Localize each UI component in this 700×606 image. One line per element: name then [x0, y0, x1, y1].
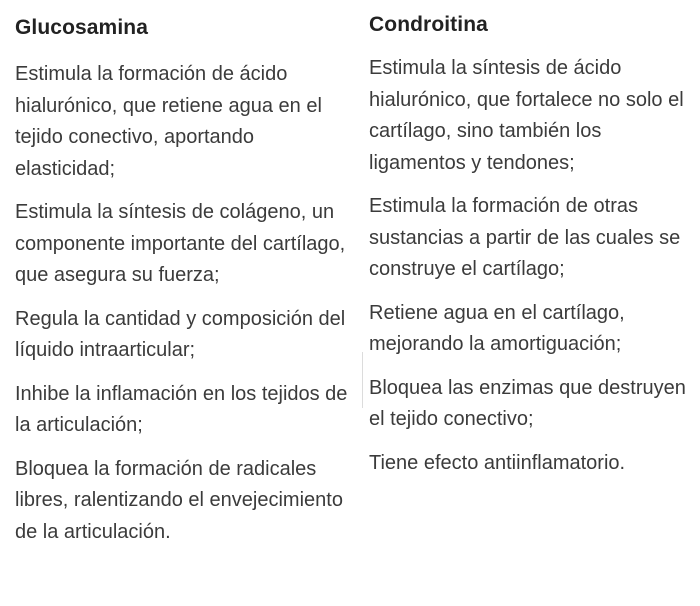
chondroitin-heading: Condroitina: [369, 13, 488, 36]
list-item: Bloquea las enzimas que destruyen el tejido conectivo;: [369, 376, 686, 430]
list-item: Retiene agua en el cartílago, mejorando la amortiguación;: [369, 301, 625, 355]
list-item: Estimula la formación de otras sustancias a partir de las cuales se construye el cartílago;: [369, 195, 681, 280]
list-item: Estimula la síntesis de colágeno, un componente importante del cartílago, que asegura su fuerza;: [15, 201, 346, 286]
glucosamine-column: [15, 0, 355, 560]
list-item: Regula la cantidad y composición del líquido intraarticular;: [15, 307, 346, 361]
glucosamine-heading: Glucosamina: [15, 16, 148, 39]
list-item: Estimula la formación de ácido hialurónico, que retiene agua en el tejido conectivo, aportando elasticidad;: [15, 63, 322, 180]
list-item: Bloquea la formación de radicales libres, ralentizando el envejecimiento de la articulación.: [15, 457, 343, 543]
column-divider: [362, 352, 363, 408]
list-item: Estimula la síntesis de ácido hialurónico, que fortalece no solo el cartílago, sino también los ligamentos y tendones;: [369, 57, 684, 174]
glucosamine-benefits-list: [15, 59, 355, 548]
chondroitin-column: [369, 0, 694, 491]
list-item: Tiene efecto antiinflamatorio.: [369, 451, 626, 474]
chondroitin-benefits-list: [369, 53, 694, 479]
list-item: Inhibe la inflamación en los tejidos de la articulación;: [15, 382, 348, 436]
